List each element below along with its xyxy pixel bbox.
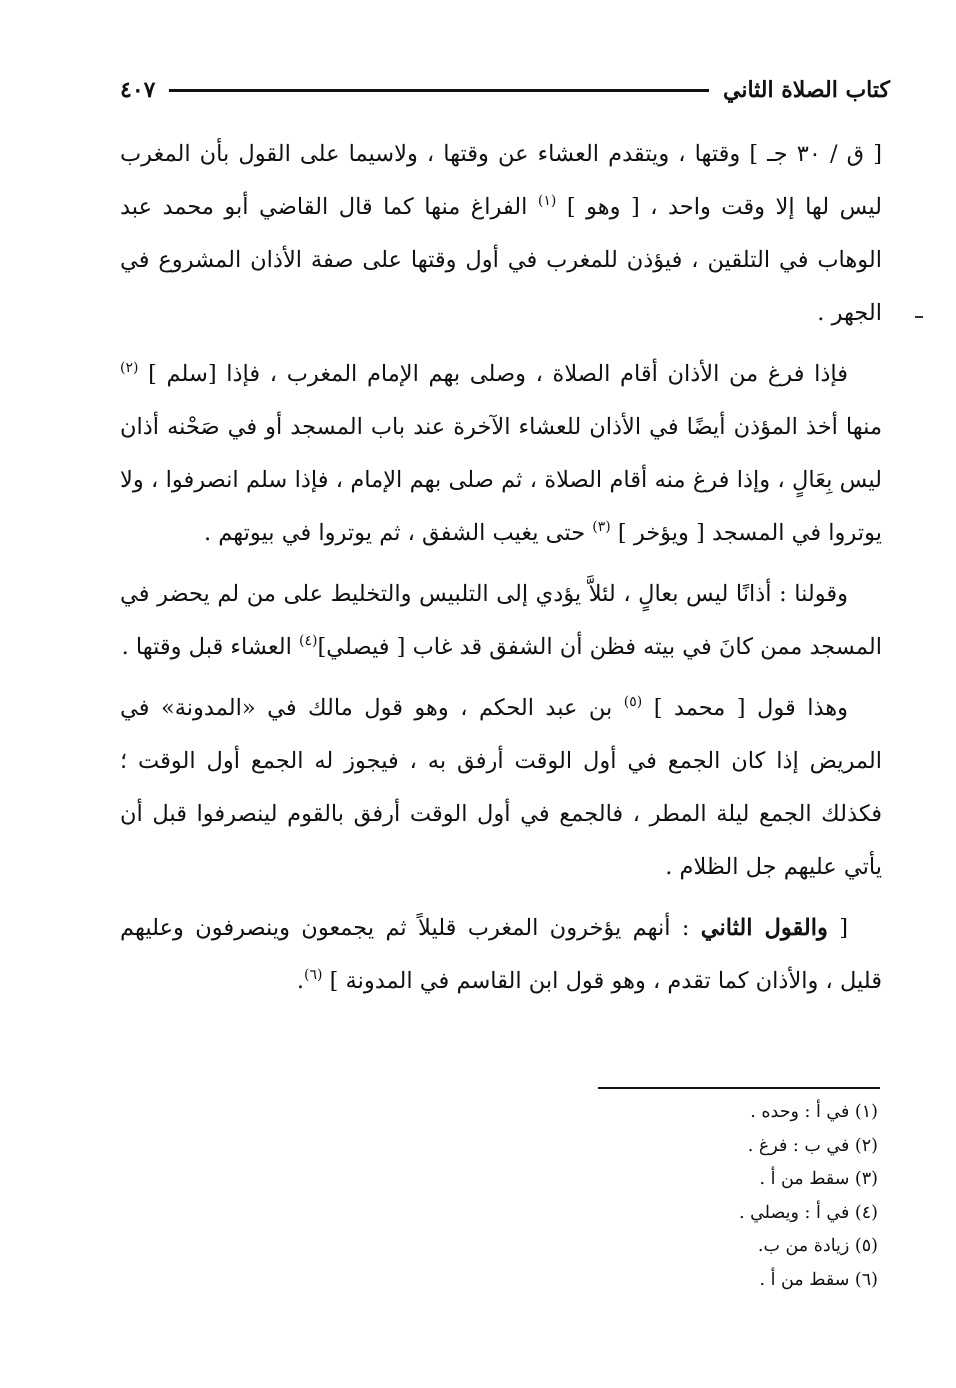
paragraph: [120, 902, 882, 1008]
text-run: وقولنا : أذانًا ليس بعالٍ ، لئلاَّ يؤدي إلى التلبيس والتخليط على من لم يحضر في المسجد ممن كانَ في بيته فظن أن الشفق قد غاب [ فيصلي]: [120, 581, 882, 660]
text-run: بن عبد الحكم ، وهو قول مالك في «المدونة» في المريض إذا كان الجمع في أول الوقت أرفق به ، فيجوز له الجمع أول الوقت ؛ فكذلك الجمع ليلة المطر ، فالجمع في أول الوقت أرفق بالقوم لينصرفوا قبل أن يأتي عليهم جل الظلام .: [120, 695, 882, 880]
paragraph: [120, 682, 882, 894]
footnote: (٥) زيادة من ب.: [757, 1236, 878, 1256]
text-run: حتى يغيب الشفق ، ثم يوتروا في بيوتهم .: [203, 520, 593, 546]
footnote: (١) في أ : وحده .: [750, 1102, 878, 1122]
text-run: الفراغ منها كما قال القاضي أبو محمد عبد الوهاب في التلقين ، فيؤذن للمغرب في أول وقتها على صفة الأذان المشروع في الجهر .: [120, 194, 882, 326]
footnote-ref: (١): [537, 193, 557, 209]
text-run: .: [296, 968, 304, 994]
text-run: [ ق / ٣٠ جـ ] وقتها ، ويتقدم العشاء عن وقتها ، ولاسيما على القول بأن المغرب ليس لها إلا وقت واحد ، [ وهو ]: [120, 141, 882, 220]
bold-heading: والقول الثاني: [700, 915, 828, 941]
text-run: [: [827, 915, 848, 941]
paragraph: [120, 568, 882, 674]
footnote-ref: (٦): [303, 967, 323, 983]
footnote-ref: (٣): [592, 519, 611, 535]
text-run: منها أخذ المؤذن أيضًا في الأذان للعشاء الآخرة عند باب المسجد أو في صَحْنه أذان ليس بِعَالٍ ، وإذا فرغ منه أقام الصلاة ، ثم صلى بهم الإمام ، فإذا سلم انصرفوا ، ولا يوتروا في المسجد [ ويؤخر ]: [120, 414, 882, 546]
main-text: [120, 128, 882, 1016]
text-run: العشاء قبل وقتها .: [121, 634, 300, 660]
running-header: [120, 70, 890, 110]
margin-mark: [915, 316, 923, 318]
footnote: (٢) في ب : فرغ .: [747, 1135, 878, 1156]
footnote-ref: (٥): [623, 694, 643, 710]
text-run: : أنهم يؤخرون المغرب قليلاً ثم يجمعون وينصرفون وعليهم قليل ، والأذان كما تقدم ، وهو قول ابن القاسم في المدونة ]: [120, 915, 882, 994]
footnote-separator: [598, 1087, 880, 1089]
text-run: وهذا قول [ محمد ]: [642, 695, 848, 721]
footnote: (٦) سقط من أ .: [759, 1269, 878, 1290]
chapter-title: كتاب الصلاة الثاني: [722, 77, 890, 103]
page-number: ٤٠٧: [120, 77, 156, 103]
footnote-ref: (٢): [120, 360, 139, 376]
header-rule: [169, 89, 709, 92]
footnotes: [578, 1096, 878, 1297]
footnote: (٣) سقط من أ .: [759, 1169, 878, 1189]
paragraph: [120, 128, 882, 340]
footnote-ref: (٤): [299, 633, 318, 649]
text-run: فإذا فرغ من الأذان أقام الصلاة ، وصلى بهم الإمام المغرب ، فإذا [سلم ]: [138, 361, 848, 387]
paragraph: [120, 348, 882, 560]
footnote: (٤) في أ : ويصلي .: [738, 1202, 878, 1223]
